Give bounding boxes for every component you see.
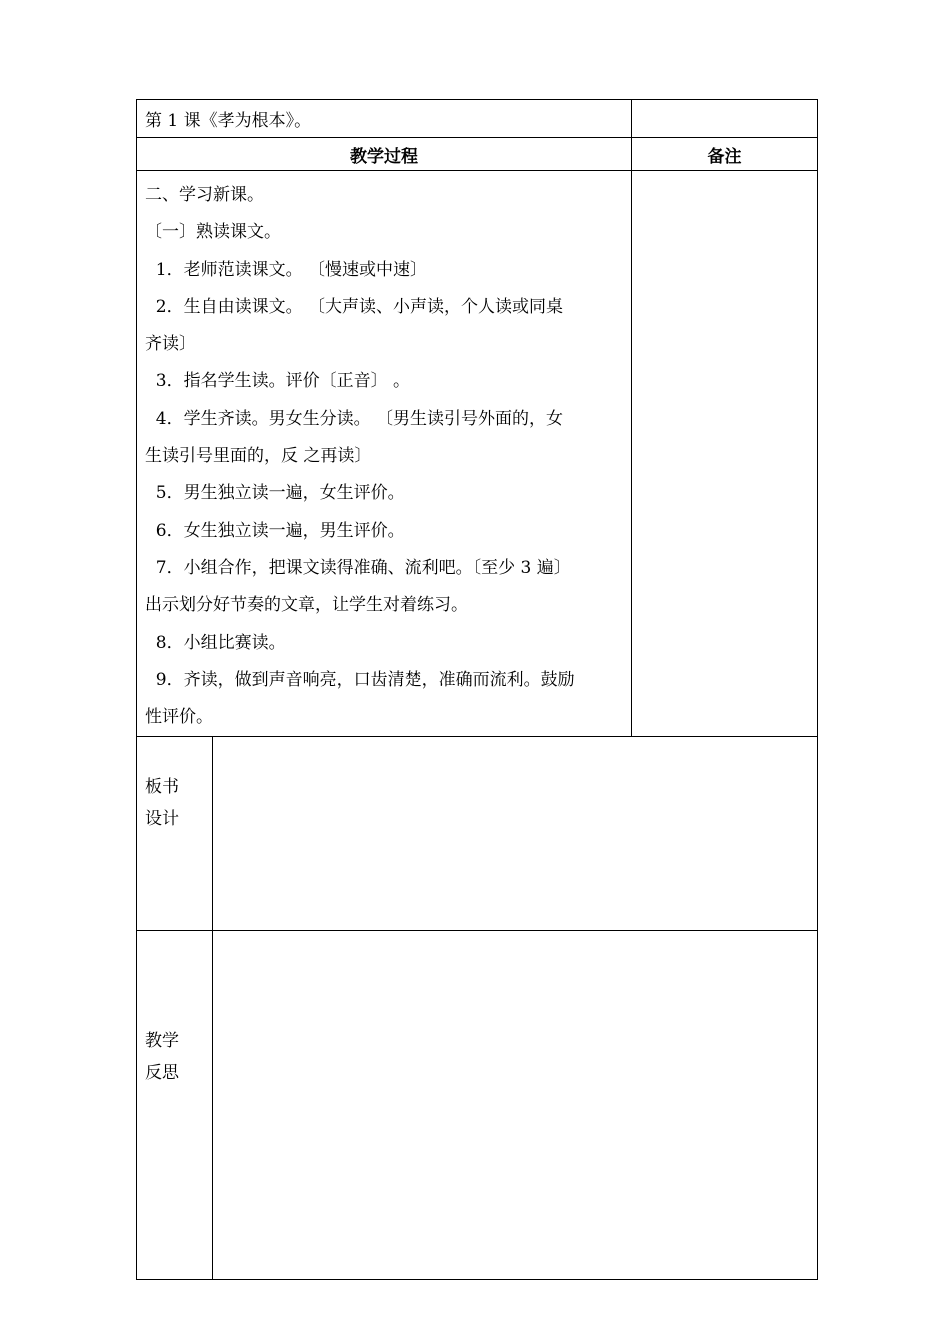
process-line: 7．小组合作，把课文读得准确、流利吧。〔至少 3 遍〕 <box>145 557 571 578</box>
process-line: 齐读〕 <box>145 334 196 355</box>
header-process: 教学过程 <box>137 138 632 171</box>
board-design-content <box>213 737 818 931</box>
board-design-label-line2: 设计 <box>145 809 179 830</box>
process-line: 9．齐读，做到声音响亮，口齿清楚，准确而流利。鼓励 <box>145 669 575 690</box>
board-design-label-line1: 板书 <box>145 777 179 798</box>
process-line: 6．女生独立读一遍，男生评价。 <box>145 520 405 541</box>
teaching-reflection-row <box>137 931 818 1280</box>
header-row <box>137 138 818 171</box>
teaching-reflection-label-line1: 教学 <box>145 1031 179 1052</box>
remarks-content <box>632 171 818 737</box>
process-line: 2．生自由读课文。 〔大声读、小声读，个人读或同桌 <box>145 296 564 317</box>
lesson-title: 第 1 课《孝为根本》。 <box>137 100 632 138</box>
header-remarks: 备注 <box>632 138 818 171</box>
teaching-process-content <box>137 171 632 737</box>
process-line: 出示划分好节奏的文章，让学生对着练习。 <box>145 595 468 616</box>
lesson-plan-table <box>136 99 818 1280</box>
process-line: 二、学习新课。 <box>145 185 264 205</box>
process-line: 生读引号里面的，反 之再读〕 <box>145 446 372 467</box>
process-line: 8．小组比赛读。 <box>145 632 286 653</box>
process-row <box>137 171 818 737</box>
title-blank-cell <box>632 100 818 138</box>
process-line: 4．学生齐读。男女生分读。 〔男生读引号外面的，女 <box>145 408 564 429</box>
teaching-reflection-label-line2: 反思 <box>145 1063 179 1084</box>
teaching-reflection-label <box>137 931 213 1280</box>
title-row <box>137 100 818 138</box>
board-design-row <box>137 737 818 931</box>
process-line: 〔一〕熟读课文。 <box>145 222 281 243</box>
teaching-reflection-content <box>213 931 818 1280</box>
board-design-label <box>137 737 213 931</box>
process-line: 5．男生独立读一遍，女生评价。 <box>145 483 405 504</box>
process-line: 1．老师范读课文。 〔慢速或中速〕 <box>145 259 428 280</box>
process-line: 性评价。 <box>145 707 213 728</box>
process-line: 3．指名学生读。评价〔正音〕 。 <box>145 371 411 392</box>
